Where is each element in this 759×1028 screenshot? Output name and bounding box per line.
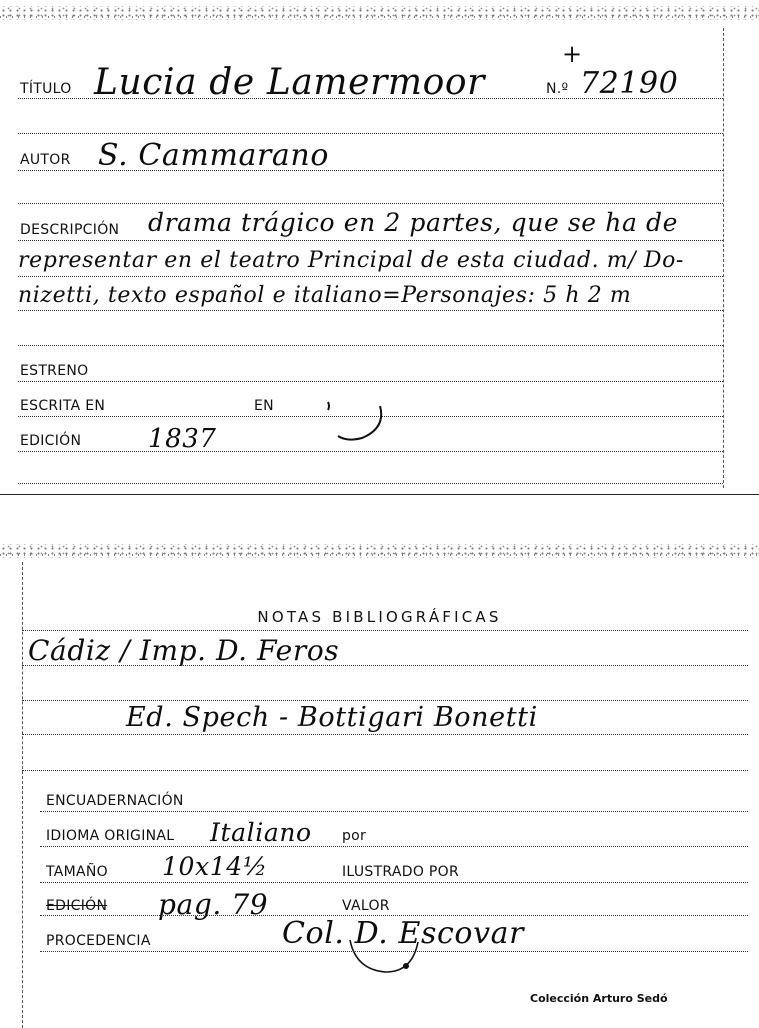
numero-value: 72190 — [580, 66, 679, 101]
numero-label: N.º — [546, 81, 569, 97]
encuadernacion-label: ENCUADERNACIÓN — [46, 793, 184, 809]
tamano-label: TAMAÑO — [46, 864, 108, 880]
tamano-rule — [40, 882, 748, 883]
encuadernacion-rule — [40, 811, 748, 812]
estreno-rule — [18, 381, 723, 382]
numero-plus-mark: + — [562, 40, 583, 68]
notas-rule — [22, 700, 748, 701]
blank-rule — [18, 345, 723, 346]
notas-line-2: Ed. Spech - Bottigari Bonetti — [126, 702, 538, 733]
edicion-value: 1837 — [148, 424, 217, 454]
descripcion-line-3: nizetti, texto español e italiano=Personajes: 5 h 2 m — [18, 283, 632, 308]
tamano-value: 10x14½ — [162, 852, 268, 881]
coleccion-footer: Colección Arturo Sedó — [530, 992, 668, 1005]
ilustrado-por-label: ILUSTRADO POR — [342, 864, 459, 880]
autor-value: S. Cammarano — [98, 138, 329, 173]
descripcion-rule-1 — [18, 240, 723, 241]
edicion-page-value: pag. 79 — [158, 888, 269, 921]
en-label: EN — [254, 398, 274, 414]
card-edge-texture — [0, 6, 759, 20]
notas-bibliograficas-title: NOTAS BIBLIOGRÁFICAS — [257, 608, 502, 626]
pen-loop-mark — [346, 934, 426, 978]
escrita-en-label: ESCRITA EN — [20, 398, 106, 414]
notas-rule — [22, 734, 748, 735]
descripcion-line-1: drama trágico en 2 partes, que se ha de — [148, 208, 679, 237]
autor-label: AUTOR — [20, 152, 71, 168]
descripcion-label: DESCRIPCIÓN — [20, 222, 120, 238]
descripcion-rule-3 — [18, 310, 723, 311]
edicion-rule — [18, 451, 723, 452]
pen-stroke-mark — [322, 398, 392, 448]
descripcion-line-2: representar en el teatro Principal de esta ciudad. m/ Do- — [18, 248, 684, 273]
notas-rule — [22, 630, 748, 631]
por-label: por — [342, 828, 367, 844]
edicion-label-struck: EDICIÓN — [46, 898, 108, 914]
notas-rule — [22, 770, 748, 771]
titulo-label: TÍTULO — [20, 81, 72, 97]
titulo-value: Lucia de Lamermoor — [94, 62, 485, 103]
idioma-rule — [40, 846, 748, 847]
titulo-rule — [18, 98, 723, 99]
card-margin-line — [723, 28, 724, 488]
procedencia-label: PROCEDENCIA — [46, 933, 151, 949]
notas-line-1: Cádiz / Imp. D. Feros — [28, 634, 340, 667]
estreno-label: ESTRENO — [20, 363, 89, 379]
idioma-original-label: IDIOMA ORIGINAL — [46, 828, 175, 844]
card-margin-line — [22, 562, 23, 1028]
valor-label: VALOR — [342, 898, 390, 914]
procedencia-value: Col. D. Escovar — [282, 916, 525, 951]
idioma-original-value: Italiano — [210, 818, 312, 847]
catalog-card-top — [0, 0, 759, 495]
blank-rule — [18, 483, 723, 484]
descripcion-rule-2 — [18, 276, 723, 277]
autor-rule — [18, 170, 723, 171]
blank-rule — [18, 133, 723, 134]
notas-rule — [22, 665, 748, 666]
blank-rule — [18, 203, 723, 204]
card-edge-texture — [0, 544, 759, 558]
edicion-label: EDICIÓN — [20, 433, 82, 449]
